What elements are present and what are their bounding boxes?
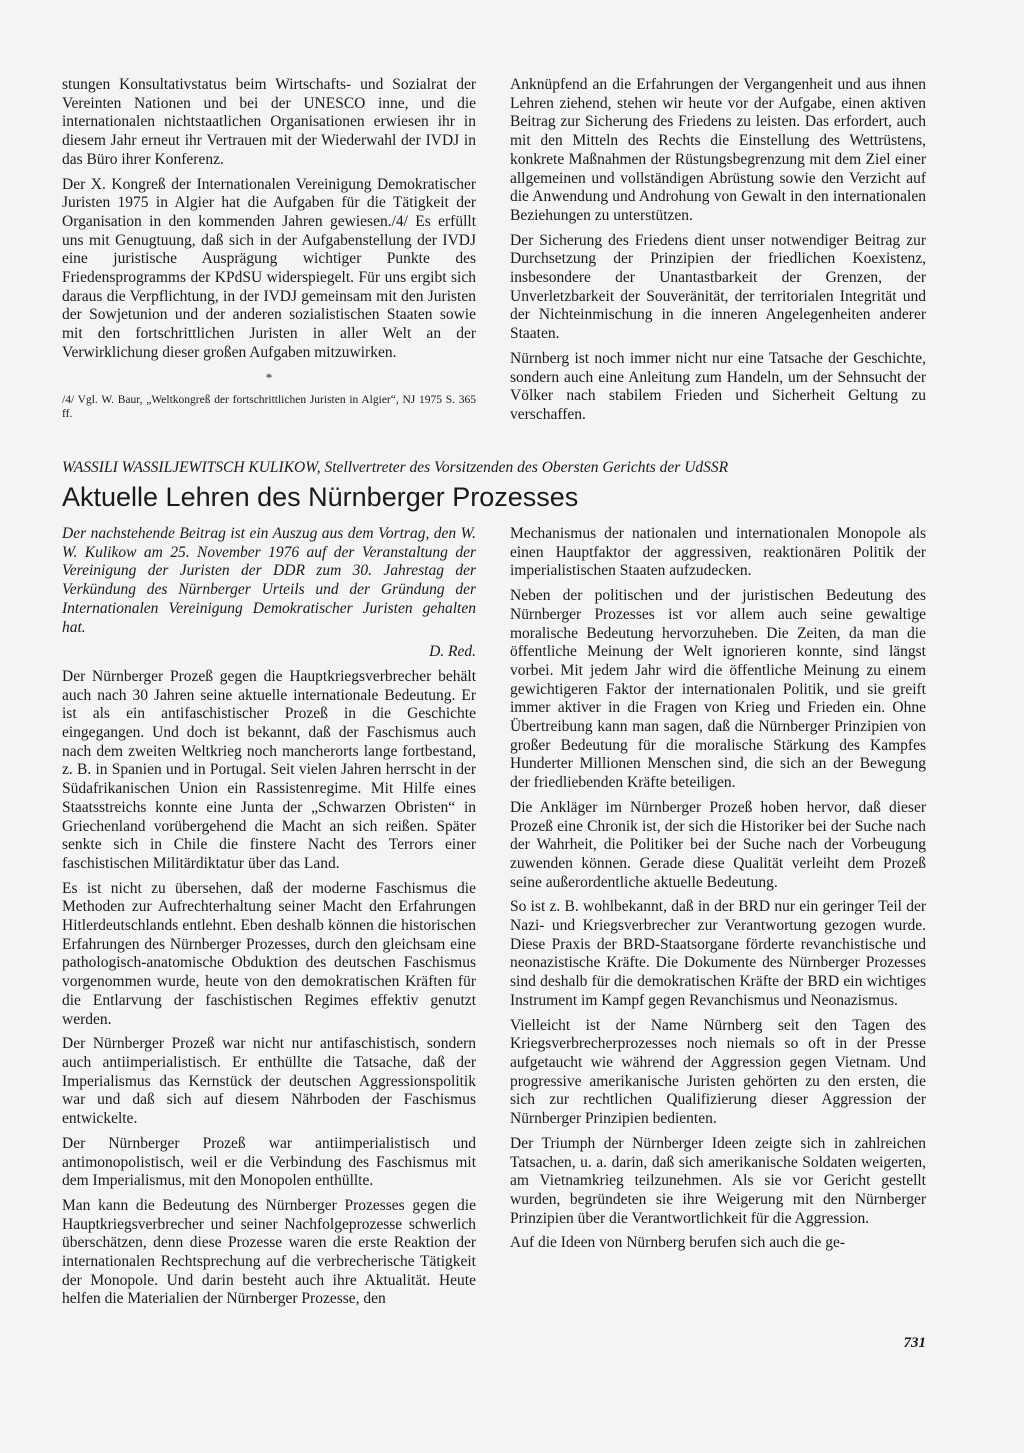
article-left-column: [62, 525, 476, 1315]
paragraph: Der Sicherung des Friedens dient unser notwendiger Beitrag zur Durchsetzung der Prinzipien der friedlichen Koexistenz, insbesondere der Unantastbarkeit der Grenzen, der Unverletzbarkeit der Souveränität, der territorialen Integrität und der Nichteinmischung in die inneren Angelegenheiten anderer Staaten.: [510, 231, 926, 343]
paragraph: Neben der politischen und der juristischen Bedeutung des Nürnberger Prozesses ist vor allem auch seine gewaltige moralische Bedeutung hervorzuheben. Die Zeiten, da man die öffentliche Meinung der Welt ignorieren konnte, sind längst vorbei. Mit jedem Jahr wird die öffentliche Meinung zu einem gewichtigeren Faktor der internationalen Politik, und sie greift immer aktiver in die Fragen von Krieg und Frieden ein. Ohne Übertreibung kann man sagen, daß die Nürnberger Prinzipien von großer Bedeutung für die moralische Stärkung des Kampfes Hunderter Millionen Menschen sind, die sich an der Bewegung der friedliebenden Kräfte beteiligen.: [510, 587, 926, 792]
top-left-column: [62, 76, 476, 421]
section-separator: *: [265, 369, 273, 385]
paragraph: Man kann die Bedeutung des Nürnberger Prozesses gegen die Hauptkriegsverbrecher und seiner Nachfolgeprozesse schwerlich überschätzen, denn diese Prozesse waren die erste Reaktion der internationalen Rechtsprechung auf die verbrecherische Tätigkeit der Monopole. Und darin besteht auch ihre Aktualität. Heute helfen die Materialien der Nürnberger Prozesse, den: [62, 1196, 476, 1308]
paragraph: Anknüpfend an die Erfahrungen der Vergangenheit und aus ihnen Lehren ziehend, stehen wir heute vor der Aufgabe, einen aktiven Beitrag zur Sicherung des Friedens zu leisten. Das erfordert, auch mit den Mitteln des Rechts die Einstellung des Wettrüstens, konkrete Maßnahmen der Rüstungsbegrenzung mit dem Ziel einer allgemeinen und vollständigen Abrüstung sowie den Verzicht auf die Anwendung und Androhung von Gewalt in den internationalen Beziehungen zu unterstützen.: [510, 76, 926, 224]
paragraph: Vielleicht ist der Name Nürnberg seit den Tagen des Kriegsverbrecherprozesses noch niemals so oft in der Presse aufgetaucht wie während der Aggression gegen Vietnam. Und progressive amerikanische Juristen gehörten zu den ersten, die sich zur rechtlichen Qualifizierung dieser Aggression der Nürnberger Prinzipien bedienten.: [510, 1016, 926, 1128]
paragraph: Der Triumph der Nürnberger Ideen zeigte sich in zahlreichen Tatsachen, u. a. darin, daß sich amerikanische Soldaten weigerten, am Vietnamkrieg teilzunehmen. Als sie vor Gericht gestellt wurden, begründeten sie ihre Weigerung mit den Nürnberger Prinzipien über die Verantwortlichkeit für die Aggression.: [510, 1134, 926, 1227]
paragraph: So ist z. B. wohlbekannt, daß in der BRD nur ein geringer Teil der Nazi- und Kriegsverbrecher zur Verantwortung gezogen wurde. Diese Praxis der BRD-Staatsorgane förderte revanchistische und neonazistische Kräfte. Die Dokumente des Nürnberger Prozesses sind deshalb für die demokratischen Kräfte der BRD ein wichtiges Instrument im Kampf gegen Revanchismus und Neonazismus.: [510, 898, 926, 1009]
paragraph: Der Nürnberger Prozeß war nicht nur antifaschistisch, sondern auch antiimperialistisch. Er enthüllte die Tatsache, daß der Imperialismus das Kernstück der deutschen Aggressionspolitik war und daß sich auf diesem Nährboden der Faschismus entwickelte.: [62, 1035, 476, 1128]
article-intro: Der nachstehende Beitrag ist ein Auszug aus dem Vortrag, den W. W. Kulikow am 25. November 1976 auf der Veranstaltung der Vereinigung der Juristen der DDR zum 30. Jahrestag der Verkündung des Nürnberger Urteils und der Gründung der Internationalen Vereinigung Demokratischer Juristen gehalten hat.: [62, 525, 476, 636]
article-right-column: [510, 525, 926, 1259]
author-byline: WASSILI WASSILJEWITSCH KULIKOW, Stellvertreter des Vorsitzenden des Obersten Gerichts der UdSSR: [62, 459, 729, 476]
paragraph: Nürnberg ist noch immer nicht nur eine Tatsache der Geschichte, sondern auch eine Anleitung zum Handeln, um der Sehnsucht der Völker nach stabilem Frieden und Sicherheit Geltung zu verschaffen.: [510, 349, 926, 423]
editor-note: D. Red.: [429, 643, 476, 661]
paragraph: Der X. Kongreß der Internationalen Vereinigung Demokratischer Juristen 1975 in Algier hat die Aufgaben für die Tätigkeit der Organisation in den kommenden Jahren gewiesen./4/ Es erfüllt uns mit Genugtuung, daß sich in der Aufgabenstellung der IVDJ eine juristische Ausprägung wichtiger Punkte des Friedensprogramms der KPdSU widerspiegelt. Für uns ergibt sich daraus die Verpflichtung, in der IVDJ gemeinsam mit den Juristen der Sowjetunion und der anderen sozialistischen Staaten sowie mit den fortschrittlichen Juristen in aller Welt an der Verwirklichung dieser großen Aufgaben mitzuwirken.: [62, 175, 476, 361]
paragraph: Mechanismus der nationalen und internationalen Monopole als einen Hauptfaktor der aggressiven, reaktionären Politik der imperialistischen Staaten aufzudecken.: [510, 525, 926, 580]
paragraph: Der Nürnberger Prozeß gegen die Hauptkriegsverbrecher behält auch nach 30 Jahren seine aktuelle internationale Bedeutung. Er ist als ein antifaschistischer Prozeß in die Geschichte eingegangen. Und doch ist bekannt, daß der Faschismus auch nach dem zweiten Weltkrieg noch mancherorts lange fortbestand, z. B. in Spanien und in Portugal. Seit vielen Jahren herrscht in der Südafrikanischen Union ein Rassistenregime. Mit Hilfe eines Staatsstreichs konnte eine Junta der „Schwarzen Obristen“ in Griechenland vorübergehend die Macht an sich reißen. Später senkte sich in Chile die finstere Nacht des Terrors einer faschistischen Militärdiktatur über das Land.: [62, 667, 476, 872]
paragraph: Es ist nicht zu übersehen, daß der moderne Faschismus die Methoden zur Aufrechterhaltung seiner Macht den Erfahrungen Hitlerdeutschlands entlehnt. Eben deshalb können die historischen Erfahrungen des Nürnberger Prozesses, durch den gleichsam eine pathologisch-anatomische Obduktion des deutschen Faschismus vorgenommen wurde, heute von den demokratischen Kräften für die Entlarvung der faschistischen Regimes effektiv genutzt werden.: [62, 879, 476, 1028]
paragraph: stungen Konsultativstatus beim Wirtschafts- und Sozialrat der Vereinten Nationen und bei der UNESCO inne, und die internationalen nichtstaatlichen Organisationen erwiesen ihr in diesem Jahr erneut ihr Vertrauen mit der Wiederwahl der IVDJ in das Büro ihrer Konferenz.: [62, 76, 476, 168]
paragraph: Auf die Ideen von Nürnberg berufen sich auch die ge-: [510, 1234, 845, 1252]
article-title: Aktuelle Lehren des Nürnberger Prozesses: [62, 482, 579, 512]
top-right-column: [510, 76, 926, 431]
paragraph: Der Nürnberger Prozeß war antiimperialistisch und antimonopolistisch, weil er die Verbindung des Faschismus mit dem Imperialismus, mit den Monopolen enthüllte.: [62, 1134, 476, 1190]
page-number: 731: [903, 1335, 926, 1351]
footnote: /4/ Vgl. W. Baur, „Weltkongreß der fortschrittlichen Juristen in Algier“, NJ 1975 S. 365 ff.: [62, 394, 476, 421]
paragraph: Die Ankläger im Nürnberger Prozeß hoben hervor, daß dieser Prozeß eine Chronik ist, der sich die Historiker bei der Suche nach der Wahrheit, die Politiker bei der Suche nach der Vorbeugung zuwenden können. Gerade diese Qualität verleiht dem Prozeß seine außerordentliche aktuelle Bedeutung.: [510, 798, 926, 891]
